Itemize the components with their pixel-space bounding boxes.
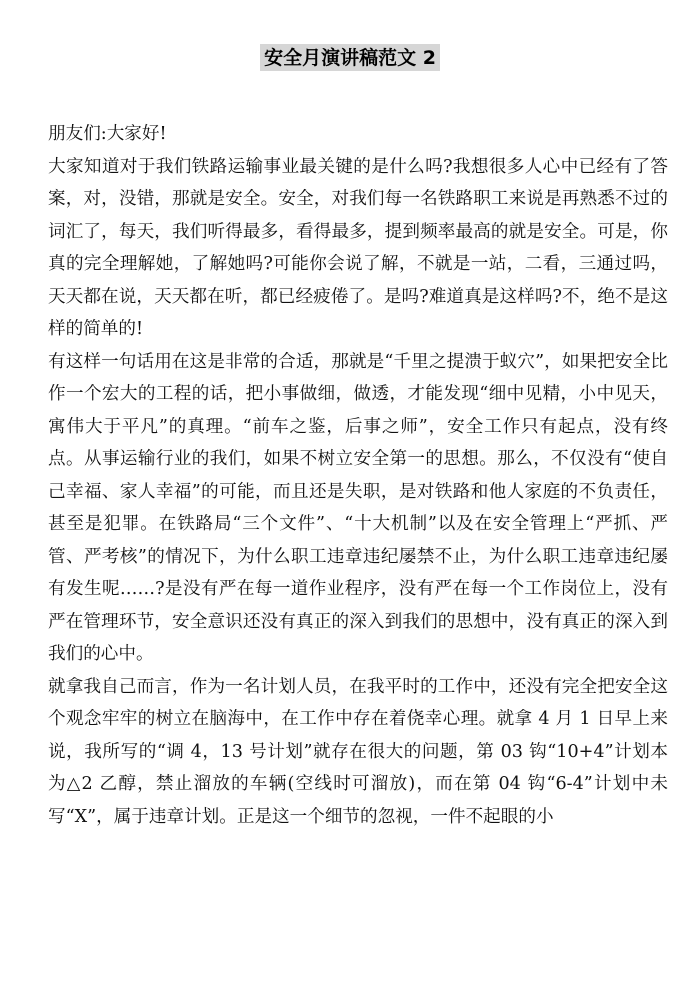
document-title: 安全月演讲稿范文 2 xyxy=(260,44,440,71)
body-paragraph: 有这样一句话用在这是非常的合适，那就是“千里之提溃于蚁穴”，如果把安全比作一个宏大的工程的话，把小事做细，做透，才能发现“细中见精，小中见天，寓伟大于平凡”的真理。“前车之鉴，后事之师”，安全工作只有起点，没有终点。从事运输行业的我们，如果不树立安全第一的思想。那么，不仅没有“使自己幸福、家人幸福”的可能，而且还是失职，是对铁路和他人家庭的不负责任，甚至是犯罪。在铁路局“三个文件”、“十大机制”以及在安全管理上“严抓、严管、严考核”的情况下，为什么职工违章违纪屡禁不止，为什么职工违章违纪屡有发生呢……?是没有严在每一道作业程序，没有严在每一个工作岗位上，没有严在管理环节，安全意识还没有真正的深入到我们的思想中，没有真正的深入到我们的心中。 xyxy=(48,351,668,664)
body-paragraph: 就拿我自己而言，作为一名计划人员，在我平时的工作中，还没有完全把安全这个观念牢牢的树立在脑海中，在工作中存在着侥幸心理。就拿 4 月 1 日早上来说，我所写的“调 4，13 号计划”就存在很大的问题，第 03 钩“10+4”计划本为△2 乙醇，禁止溜放的车辆(空线时可溜放)，而在第 04 钩“6-4”计划中未写“X”，属于违章计划。正是这一个细节的忽视，一件不起眼的小 xyxy=(48,676,668,827)
document-body xyxy=(48,118,668,833)
greeting-paragraph: 朋友们:大家好! xyxy=(48,124,167,144)
title-container xyxy=(0,44,700,71)
body-paragraph: 大家知道对于我们铁路运输事业最关键的是什么吗?我想很多人心中已经有了答案，对，没错，那就是安全。安全，对我们每一名铁路职工来说是再熟悉不过的词汇了，每天，我们听得最多，看得最多，提到频率最高的就是安全。可是，你真的完全理解她，了解她吗?可能你会说了解，不就是一站，二看，三通过吗，天天都在说，天天都在听，都已经疲倦了。是吗?难道真是这样吗?不，绝不是这样的简单的! xyxy=(48,156,668,339)
